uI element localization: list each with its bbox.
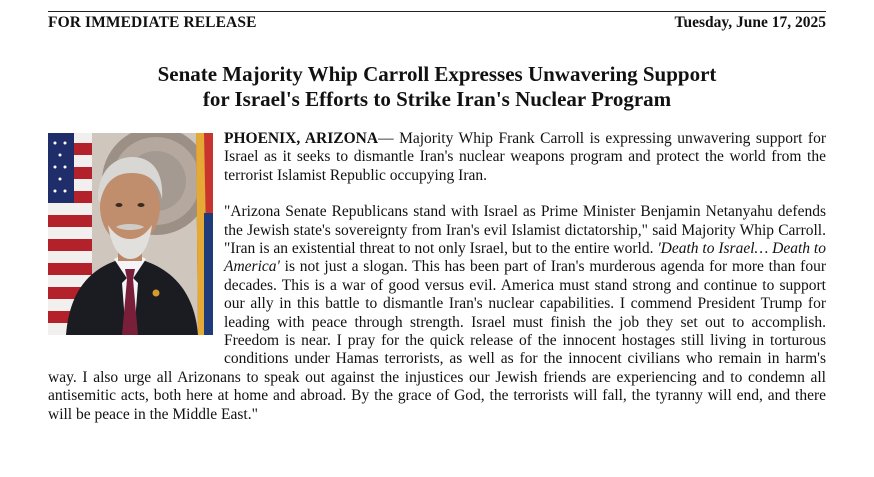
headline-line-1: Senate Majority Whip Carroll Expresses Unwavering Support — [157, 62, 717, 86]
top-rule — [48, 11, 826, 12]
release-body — [48, 130, 826, 424]
headline — [48, 62, 826, 112]
death-slogan-quote: 'Death to Israel… Death to America' — [224, 240, 826, 276]
headline-line-2: for Israel's Efforts to Strike Iran's Nuclear Program — [202, 87, 672, 111]
paragraph-2-text-b: is not just a slogan. This has been part of Iran's murderous agenda for more than four decades. This is a war of good versus evil. America must stand strong and continue to support our ally in this battle to dismantle Iran's nuclear capabilities. I commend President Trump for leading with peace through strength. Israel must finish the job they set out to accomplish. Freedom is near. I pray for the quick release of the innocent hostages still living in torturous conditions under Hamas terrorists, as well as for the innocent civilians who remain in harm's way. I also urge all Arizonans to speak out against the injustices our Jewish friends are experiencing and to condemn all antisemitic acts, both here at home and abroad. By the grace of God, the terrorists will fall, the tyranny will end, and there will be peace in the Middle East." — [48, 258, 826, 423]
paragraph-2-text-a: "Arizona Senate Republicans stand with Israel as Prime Minister Benjamin Netanyahu defends the Jewish state's sovereignty from Iran's evil Islamist dictatorship," said Majority Whip Carroll. "Iran is an existential threat to not only Israel, but to the entire world. — [224, 203, 826, 258]
release-label: FOR IMMEDIATE RELEASE — [48, 14, 257, 31]
photo-wrap-spacer — [48, 130, 224, 352]
dateline: PHOENIX, ARIZONA — [224, 130, 379, 147]
paragraph-1-text: — Majority Whip Frank Carroll is expressing unwavering support for Israel as it seeks to dismantle Iran's nuclear weapons program and protect the world from the terrorist Islamist Republic occupying Iran. — [224, 130, 827, 184]
release-date: Tuesday, June 17, 2025 — [674, 14, 826, 31]
